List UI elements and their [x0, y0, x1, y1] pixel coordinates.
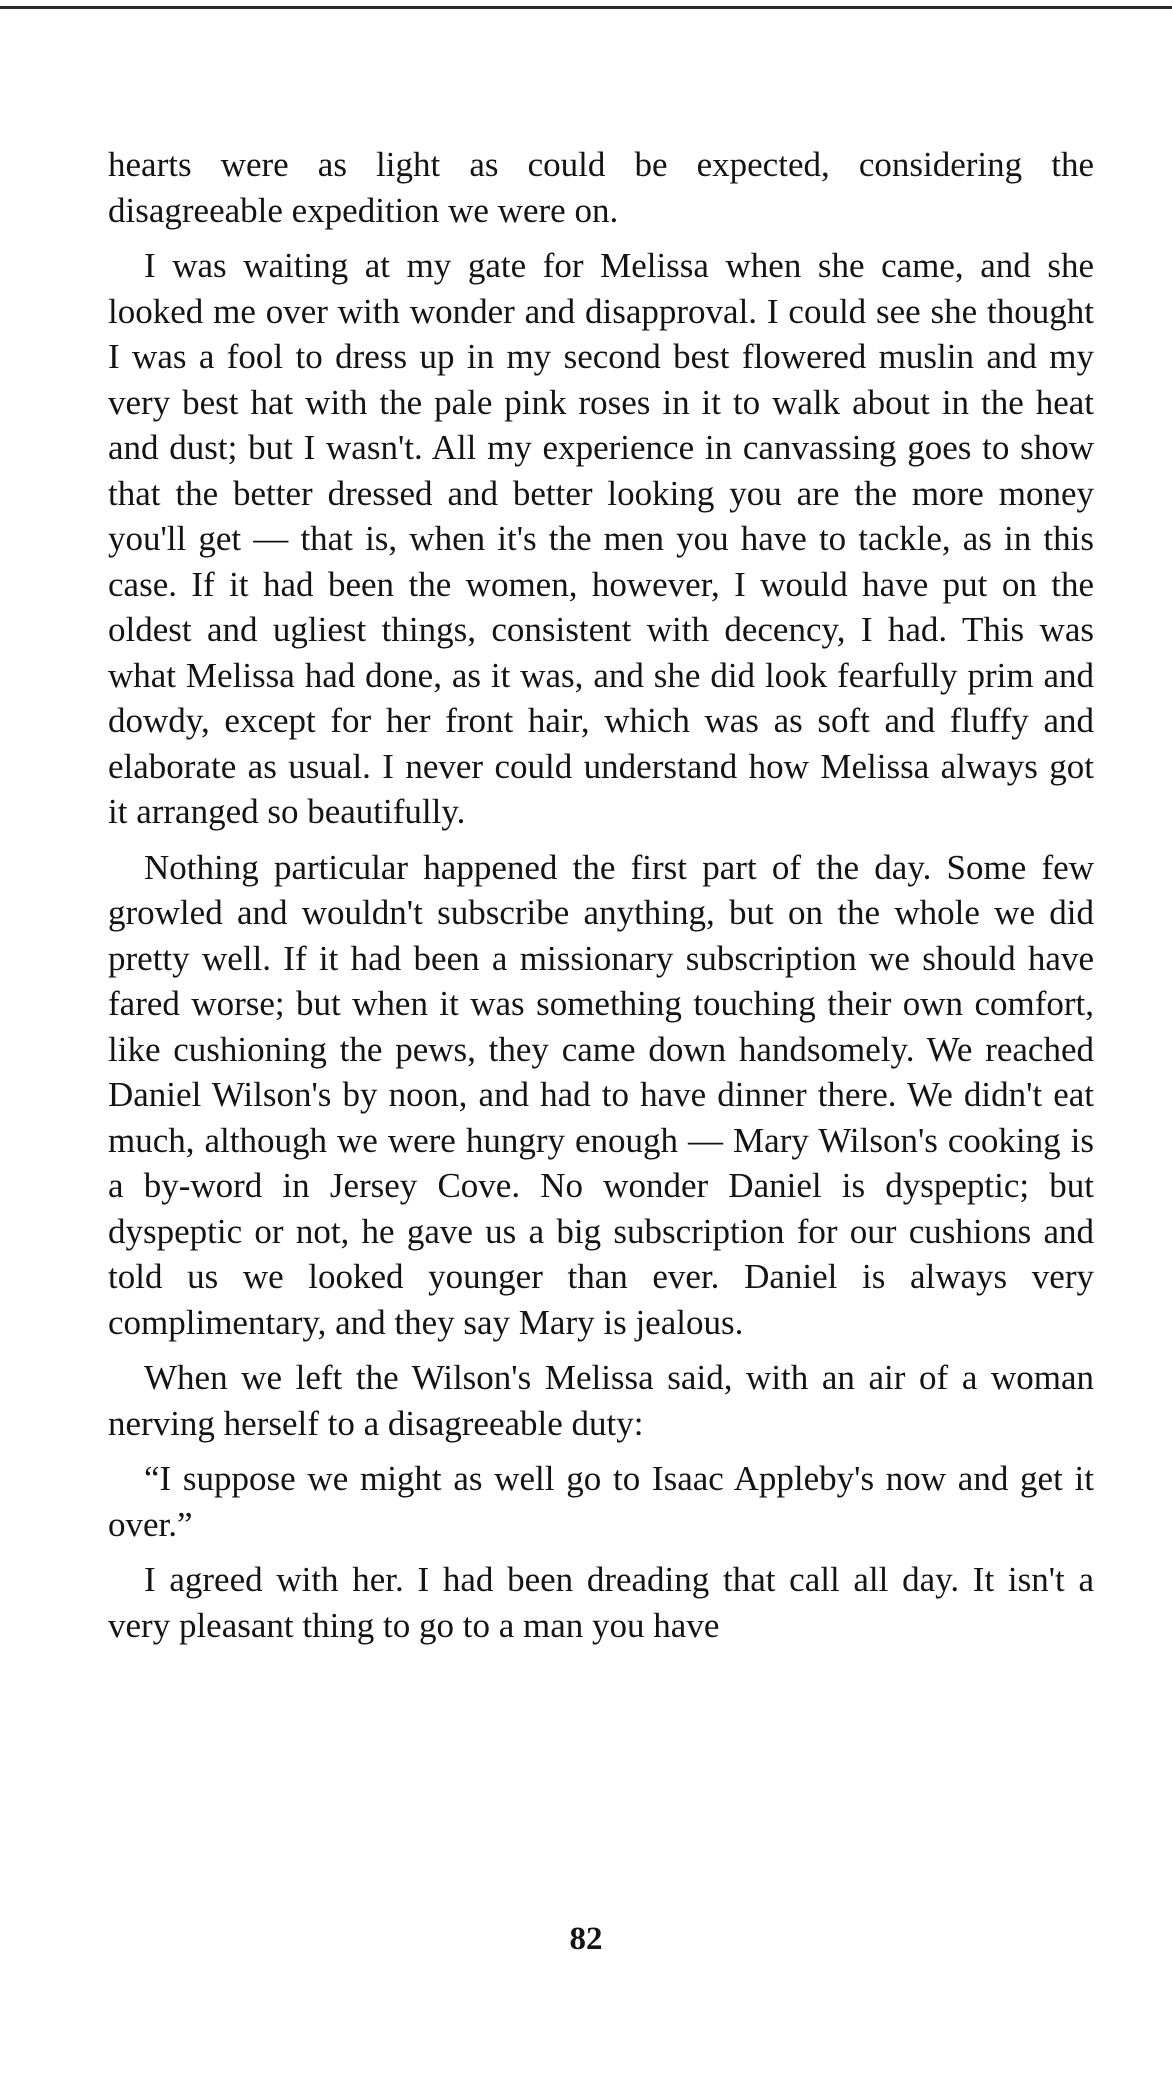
paragraph-continuation: hearts were as light as could be expected, considering the disagreeable expedition we were on. [108, 145, 1094, 230]
paragraph-first-part-of-day: Nothing particular happened the first part of the day. Some few growled and wouldn't subscribe anything, but on the whole we did pretty well. If it had been a missionary subscription we should have fared worse; but when it was something touching their own comfort, like cushioning the pews, they came down handsomely. We reached Daniel Wilson's by noon, and had to have dinner there. We didn't eat much, although we were hungry enough — Mary Wilson's cooking is a by-word in Jersey Cove. No wonder Daniel is dyspeptic; but dyspeptic or not, he gave us a big subscription for our cushions and told us we looked younger than ever. Daniel is always very complimentary, and they say Mary is jealous. [108, 847, 1094, 1342]
top-rule [0, 6, 1172, 9]
paragraph-leaving-wilsons: When we left the Wilson's Melissa said, with an air of a woman nerving herself to a disagreeable duty: [108, 1358, 1094, 1443]
page-number: 82 [569, 1921, 603, 1957]
paragraph-dreading-call: I agreed with her. I had been dreading that call all day. It isn't a very pleasant thing to go to a man you have [108, 1560, 1094, 1645]
page-body [108, 142, 1094, 1658]
paragraph-dialogue-appleby: “I suppose we might as well go to Isaac Appleby's now and get it over.” [108, 1459, 1094, 1544]
paragraph-waiting-at-gate: I was waiting at my gate for Melissa when she came, and she looked me over with wonder and disapproval. I could see she thought I was a fool to dress up in my second best flowered muslin and my very best hat with the pale pink roses in it to walk about in the heat and dust; but I wasn't. All my experience in canvassing goes to show that the better dressed and better looking you are the more money you'll get — that is, when it's the men you have to tackle, as in this case. If it had been the women, however, I would have put on the oldest and ugliest things, consistent with decency, I had. This was what Melissa had done, as it was, and she did look fearfully prim and dowdy, except for her front hair, which was as soft and fluffy and elaborate as usual. I never could understand how Melissa always got it arranged so beautifully. [108, 246, 1094, 831]
